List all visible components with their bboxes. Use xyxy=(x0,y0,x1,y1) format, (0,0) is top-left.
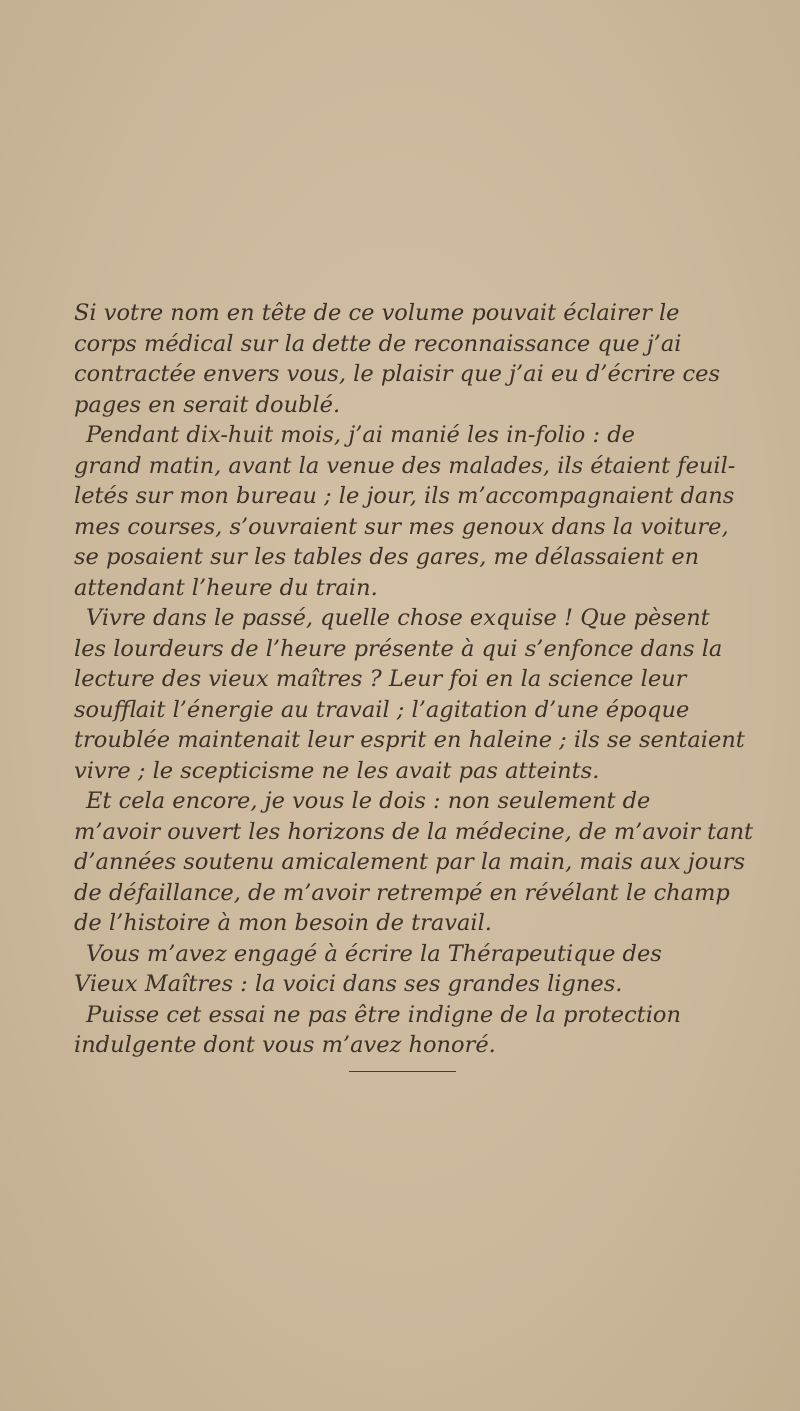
text-line: soufflait l’énergie au travail ; l’agitation d’une époque xyxy=(74,696,690,723)
text-line: grand matin, avant la venue des malades, ils étaient feuil- xyxy=(74,452,736,479)
text-line: Si votre nom en tête de ce volume pouvait éclairer le xyxy=(74,300,680,326)
text-line: se posaient sur les tables des gares, me délassaient en xyxy=(74,544,700,570)
text-line: Vieux Maîtres : la voici dans ses grandes lignes. xyxy=(74,971,623,997)
text-line: Vous m’avez engagé à écrire la Thérapeutique des xyxy=(86,940,662,967)
dedication-text xyxy=(74,298,774,1061)
text-line: les lourdeurs de l’heure présente à qui s’enfonce dans la xyxy=(74,635,723,662)
text-line: de l’histoire à mon besoin de travail. xyxy=(74,910,492,936)
text-line: Vivre dans le passé, quelle chose exquise ! Que pèsent xyxy=(86,605,710,631)
text-line: m’avoir ouvert les horizons de la médecine, de m’avoir tant xyxy=(74,818,754,845)
text-line: attendant l’heure du train. xyxy=(74,574,378,601)
text-line: corps médical sur la dette de reconnaissance que j’ai xyxy=(74,330,682,357)
text-line: Puisse cet essai ne pas être indigne de la protection xyxy=(86,1001,681,1028)
text-line: lecture des vieux maîtres ? Leur foi en la science leur xyxy=(74,666,687,692)
text-line: letés sur mon bureau ; le jour, ils m’accompagnaient dans xyxy=(74,483,735,509)
text-line: d’années soutenu amicalement par la main, mais aux jours xyxy=(74,849,746,875)
text-line: troublée maintenait leur esprit en haleine ; ils se sentaient xyxy=(74,727,745,753)
text-line: de défaillance, de m’avoir retrempé en révélant le champ xyxy=(74,879,730,906)
text-line: pages en serait doublé. xyxy=(74,391,341,418)
text-line: Pendant dix-huit mois, j’ai manié les in-folio : de xyxy=(86,422,635,448)
text-line: indulgente dont vous m’avez honoré. xyxy=(74,1032,496,1058)
text-line: mes courses, s’ouvraient sur mes genoux dans la voiture, xyxy=(74,513,729,540)
text-line: Et cela encore, je vous le dois : non seulement de xyxy=(86,788,651,814)
closing-rule xyxy=(349,1071,456,1072)
text-line: vivre ; le scepticisme ne les avait pas atteints. xyxy=(74,757,600,784)
text-line: contractée envers vous, le plaisir que j’ai eu d’écrire ces xyxy=(74,361,721,387)
